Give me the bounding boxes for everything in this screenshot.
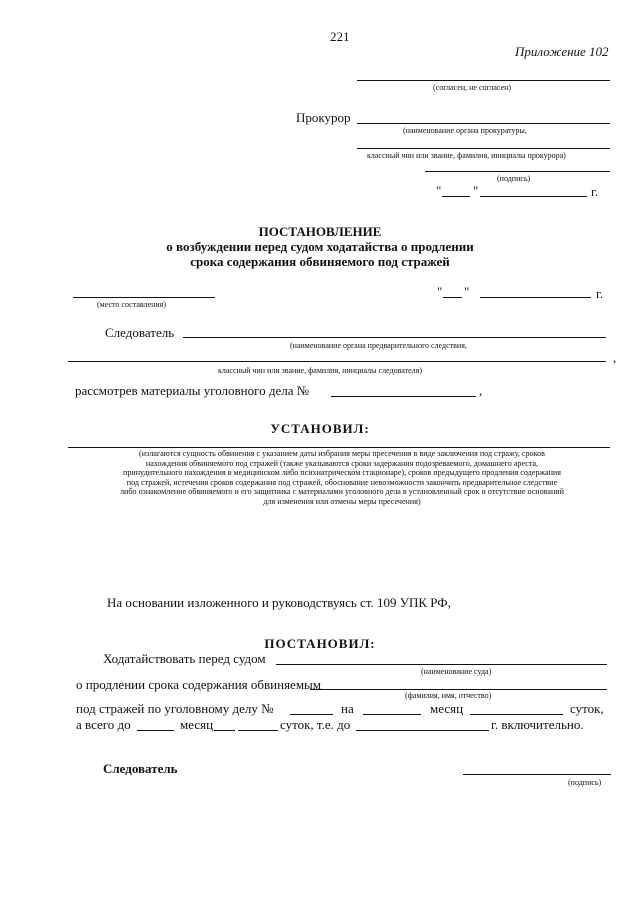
approval-year-suffix: г. xyxy=(591,184,599,199)
case-comma: , xyxy=(479,383,483,398)
total-days-text: суток, т.е. до xyxy=(280,717,351,732)
total-days-line[interactable] xyxy=(238,730,278,731)
established-note-line: либо ознакомление обвиняемого и его защитника с материалами уголовного дела в установленный срок и отсутствие оснований xyxy=(120,487,564,497)
accused-name-caption: (фамилия, имя, отчество) xyxy=(405,691,492,700)
case-number-line[interactable] xyxy=(331,396,476,397)
signature-line[interactable] xyxy=(463,774,611,775)
prosecutor-rank-caption: классный чин или звание, фамилия, инициалы прокурора) xyxy=(367,151,566,160)
petition-label: Ходатайствовать перед судом xyxy=(103,651,266,666)
established-heading: УСТАНОВИЛ: xyxy=(270,421,370,436)
established-line[interactable] xyxy=(68,447,610,448)
appendix-label: Приложение 102 xyxy=(515,44,609,59)
agree-caption: (согласен, не согласен) xyxy=(433,83,512,92)
custody-month-text: месяц xyxy=(430,701,464,716)
date-month-line[interactable] xyxy=(480,297,591,298)
court-caption: (наименование суда) xyxy=(421,667,492,676)
accused-name-line[interactable] xyxy=(310,689,607,690)
approval-day-line[interactable] xyxy=(442,196,470,197)
decided-heading: ПОСТАНОВИЛ: xyxy=(264,636,376,651)
document-subtitle-line1: о возбуждении перед судом ходатайства о продлении xyxy=(166,239,474,254)
case-materials-text: рассмотрев материалы уголовного дела № xyxy=(75,383,310,398)
investigator-rank-line[interactable] xyxy=(68,361,606,362)
total-until-text: а всего до xyxy=(76,717,131,732)
inclusive-text: г. включительно. xyxy=(491,717,584,732)
established-note-line: нахождения обвиняемого под стражей (также указываются сроки задержания подозреваемого, домашнего ареста, xyxy=(145,458,539,468)
signature-label: Следователь xyxy=(103,761,178,776)
place-caption: (место составления) xyxy=(97,300,166,309)
document-subtitle-line2: срока содержания обвиняемого под стражей xyxy=(190,254,450,269)
prosecutor-rank-line[interactable] xyxy=(357,148,610,149)
established-note-line: под стражей, истечения сроков содержания под стражей, обоснование невозможности закончить предварительное следствие xyxy=(126,477,558,487)
basis-text: На основании изложенного и руководствуясь ст. 109 УПК РФ, xyxy=(107,595,451,610)
investigator-label: Следователь xyxy=(105,325,175,340)
established-note-line: (излагаются сущность обвинения с указанием даты избрания меры пресечения в виде заключения под стражу, сроков xyxy=(139,449,545,458)
investigator-org-line[interactable] xyxy=(183,337,606,338)
custody-for-text: на xyxy=(341,701,354,716)
document-title: ПОСТАНОВЛЕНИЕ xyxy=(258,224,382,239)
custody-days-line[interactable] xyxy=(470,714,563,715)
approval-month-line[interactable] xyxy=(480,196,587,197)
total-month-text: месяц xyxy=(180,717,214,732)
date-quote-open: " xyxy=(437,284,443,299)
extension-label: о продлении срока содержания обвиняемым xyxy=(76,677,322,692)
total-month-extra-line[interactable] xyxy=(214,730,235,731)
place-line[interactable] xyxy=(73,297,215,298)
date-day-line[interactable] xyxy=(443,297,462,298)
prosecutor-org-line[interactable] xyxy=(357,123,610,124)
custody-case-text: под стражей по уголовному делу № xyxy=(76,701,274,716)
approval-quote-close: " xyxy=(473,183,479,198)
end-date-line[interactable] xyxy=(356,730,489,731)
established-note-line: принудительного нахождения в медицинском либо психиатрическом стационаре), сроков предыдущего продления содержания xyxy=(123,468,561,478)
prosecutor-org-caption: (наименование органа прокуратуры, xyxy=(403,126,527,135)
date-quote-close: " xyxy=(464,284,470,299)
page-number: 221 xyxy=(330,29,350,44)
prosecutor-signature-caption: (подпись) xyxy=(497,174,531,183)
prosecutor-label: Прокурор xyxy=(296,110,351,125)
investigator-org-caption: (наименование органа предварительного следствия, xyxy=(290,341,467,350)
approval-quote-open: " xyxy=(436,183,442,198)
established-note xyxy=(72,449,612,507)
custody-case-number-line[interactable] xyxy=(290,714,333,715)
investigator-comma: , xyxy=(613,350,617,365)
investigator-rank-caption: классный чин или звание, фамилия, инициалы следователя) xyxy=(218,366,422,375)
prosecutor-signature-line[interactable] xyxy=(425,171,610,172)
court-line[interactable] xyxy=(276,664,607,665)
custody-months-line[interactable] xyxy=(363,714,421,715)
total-months-line[interactable] xyxy=(137,730,174,731)
agree-line[interactable] xyxy=(357,80,610,81)
signature-caption: (подпись) xyxy=(568,778,602,787)
date-year-suffix: г. xyxy=(596,286,604,301)
custody-days-text: суток, xyxy=(570,701,604,716)
established-note-line: для изменения или отмены меры пресечения) xyxy=(263,496,421,506)
